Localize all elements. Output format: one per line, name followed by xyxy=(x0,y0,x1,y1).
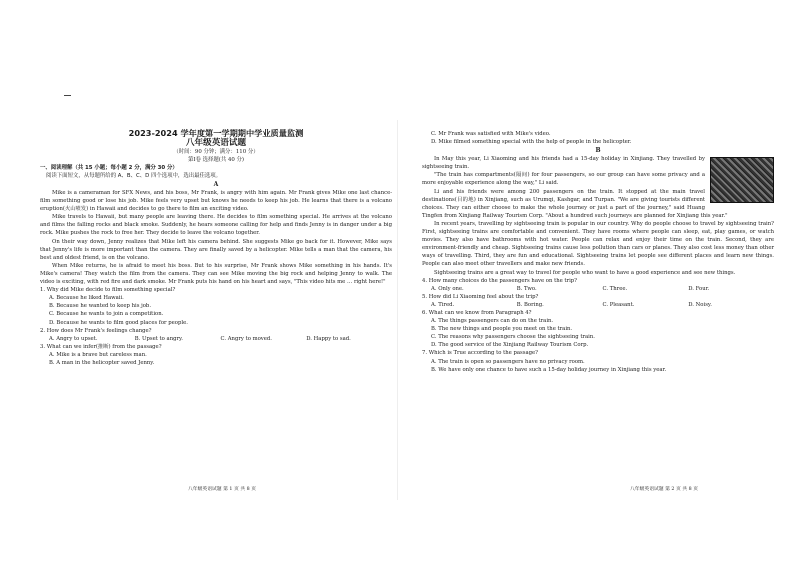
option-row xyxy=(40,335,392,343)
option: D. Mike filmed something special with the help of people in the helicopter. xyxy=(431,139,632,146)
question-stem: 7. Which is True according to the passage? xyxy=(422,350,538,357)
section-heading: 一、阅读理解（共 15 小题；每小题 2 分，满分 30 分） xyxy=(40,165,178,171)
option: A. Tired. xyxy=(431,301,455,308)
option-row xyxy=(422,301,774,309)
passage-b-paragraph: Sightseeing trains are a great way to travel for people who want to have a good experience and see new things. xyxy=(434,269,736,276)
page-footer-right: 八年级英语试题 第 2 页 共 8 页 xyxy=(630,487,699,492)
option: B. Boring. xyxy=(516,301,544,308)
passage-b-paragraph: In recent years, travelling by sightseeing train is popular in our country. Why do people choose to travel by sightseeing train? First, sightseeing trains are comfortable and convenient. They have rooms where people can sleep, eat, play games, or watch movies. They also have bathrooms with hot water. People can relax and enjoy their time on the train. Second, they are environment-friendly and cheap. Sightseeing trains cause less pollution than cars or planes. They also cost less money than other ways of travelling. Third, they are fun and educational. Sightseeing trains let people see different places and learn new things. People can also meet other travellers and make new friends. xyxy=(422,220,774,268)
exam-subtitle: 八年级英语试题 xyxy=(185,138,247,148)
option: B. The new things and people you meet on the train. xyxy=(431,326,573,333)
right-page xyxy=(422,130,774,374)
option: D. Happy to sad. xyxy=(306,335,351,342)
passage-b-paragraph: "The train has compartments(隔间) for four passengers, so our group can have some privacy and a more enjoyable experience along the way," Li said. xyxy=(422,172,705,187)
question-stem: 1. Why did Mike decide to film something special? xyxy=(40,287,176,294)
passage-b-letter: B xyxy=(595,147,601,155)
option: A. Mike is a brave but careless man. xyxy=(49,351,147,358)
left-page xyxy=(40,128,392,367)
question-stem: 5. How did Li Xiaoming feel about the trip? xyxy=(422,293,539,300)
option: B. A man in the helicopter saved Jenny. xyxy=(49,359,155,366)
option: A. Angry to upset. xyxy=(49,335,98,342)
option: C. Angry to moved. xyxy=(220,335,272,342)
passage-a-paragraph: On their way down, Jenny realizes that Mike left his camera behind. She suggests Mike go back for it. However, Mike says that Jenny's life is more important than the camera. They are finally saved by a helicopter. Mike tells a man that the camera, his best and oldest friend, is on the volcano. xyxy=(40,238,392,261)
question-2 xyxy=(40,327,392,343)
option: D. Because he wants to film good places for people. xyxy=(49,319,188,326)
passage-b-paragraph: Li and his friends were among 200 passengers on the train. It stopped at the main travel destinations(目的地) in Xinjiang, such as Urumqi, Kashgar, and Turpan. "We are giving tourists different choices. They can either choose to make the whole journey or just a part of the journey," said Huang Tingfen from Xinjiang Railway Tourism Corp. "About a hundred such journeys are planned for Xinjiang this year." xyxy=(422,188,728,219)
question-1 xyxy=(40,286,392,326)
option: D. The good service of the Xinjiang Railway Tourism Corp. xyxy=(431,342,589,349)
passage-a-paragraph: Mike is a cameraman for SFX News, and his boss, Mr Frank, is angry with him again. Mr Frank gives Mike one last chance-film something good or lose his job. Mike feels very upset but knows he needs to keep his job. He learns that there is a volcano eruption(火山喷发) in Hawaii and decides to go there to film an exciting video. xyxy=(40,190,392,213)
question-4 xyxy=(422,277,774,293)
option: C. Mr Frank was satisfied with Mike's video. xyxy=(431,131,551,137)
option: C. The reasons why passengers choose the sightseeing train. xyxy=(431,334,595,341)
option: C. Three. xyxy=(602,285,628,292)
section-instruction: 阅读下面短文，从每题所给的 A、B、C、D 四个选项中，选出最佳选项。 xyxy=(46,173,222,179)
option: A. The train is open so passengers have no privacy room. xyxy=(431,358,585,365)
passage-b xyxy=(422,155,774,276)
question-stem: 2. How does Mr Frank's feelings change? xyxy=(40,327,152,334)
train-photo xyxy=(710,157,774,203)
option: B. Upset to angry. xyxy=(134,335,183,342)
option: C. Pleasant. xyxy=(602,301,635,308)
volume-heading: 第Ⅰ卷 选择题(共 40 分) xyxy=(187,157,245,163)
option: B. We have only one chance to have such a 15-day holiday journey in Xinjiang this year. xyxy=(431,366,667,373)
option: A. Because he liked Hawaii. xyxy=(49,295,124,302)
page-divider xyxy=(397,120,398,500)
option: B. Two. xyxy=(516,285,537,292)
scan-mark xyxy=(64,95,71,96)
question-6 xyxy=(422,309,774,349)
option: A. Only one. xyxy=(431,285,464,292)
passage-a-paragraph: When Mike returns, he is afraid to meet his boss. But to his surprise, Mr Frank shows Mike something in his hands. It's Mike's camera! They watch the film from the camera. They can see Mike moving the big rock and helping Jenny to walk. The video is exciting, with red fire and dark smoke. Mr Frank puts his hand on his heart and says, "This video hits me … right here!" xyxy=(40,262,392,286)
time-score: （时间：90 分钟；满分：110 分） xyxy=(173,149,259,155)
option: D. Noisy. xyxy=(688,301,712,308)
passage-a-letter: A xyxy=(213,181,219,188)
passage-a xyxy=(40,189,392,286)
option: A. The things passengers can do on the train. xyxy=(431,318,554,325)
exam-title: 2023-2024 学年度第一学期期中学业质量监测 xyxy=(128,128,304,138)
question-stem: 3. What can we infer(推断) from the passage? xyxy=(40,343,162,350)
option: D. Four. xyxy=(688,285,710,292)
option: B. Because he wanted to keep his job. xyxy=(49,303,151,310)
option: C. Because he wants to join a competition. xyxy=(49,311,164,318)
question-7 xyxy=(422,349,774,373)
question-stem: 4. How many choices do the passengers have on the trip? xyxy=(422,277,578,284)
passage-a-paragraph: Mike travels to Hawaii, but many people are leaving there. He decides to film something special. He arrives at the volcano and films the falling rocks and black smoke. Suddenly, he hears someone calling for help and finds Jenny is in danger under a big rock. Mike pushes the rock to free her. They decide to leave the volcano together. xyxy=(40,214,392,237)
question-stem: 6. What can we know from Paragraph 4? xyxy=(422,309,532,316)
passage-b-paragraph: In May this year, Li Xiaoming and his friends had a 15-day holiday in Xinjiang. They travelled by sightseeing train. xyxy=(422,156,705,171)
page-footer-left: 八年级英语试题 第 1 页 共 8 页 xyxy=(188,487,257,492)
question-5 xyxy=(422,293,774,309)
question-3 xyxy=(40,343,392,367)
option-row xyxy=(422,285,774,293)
